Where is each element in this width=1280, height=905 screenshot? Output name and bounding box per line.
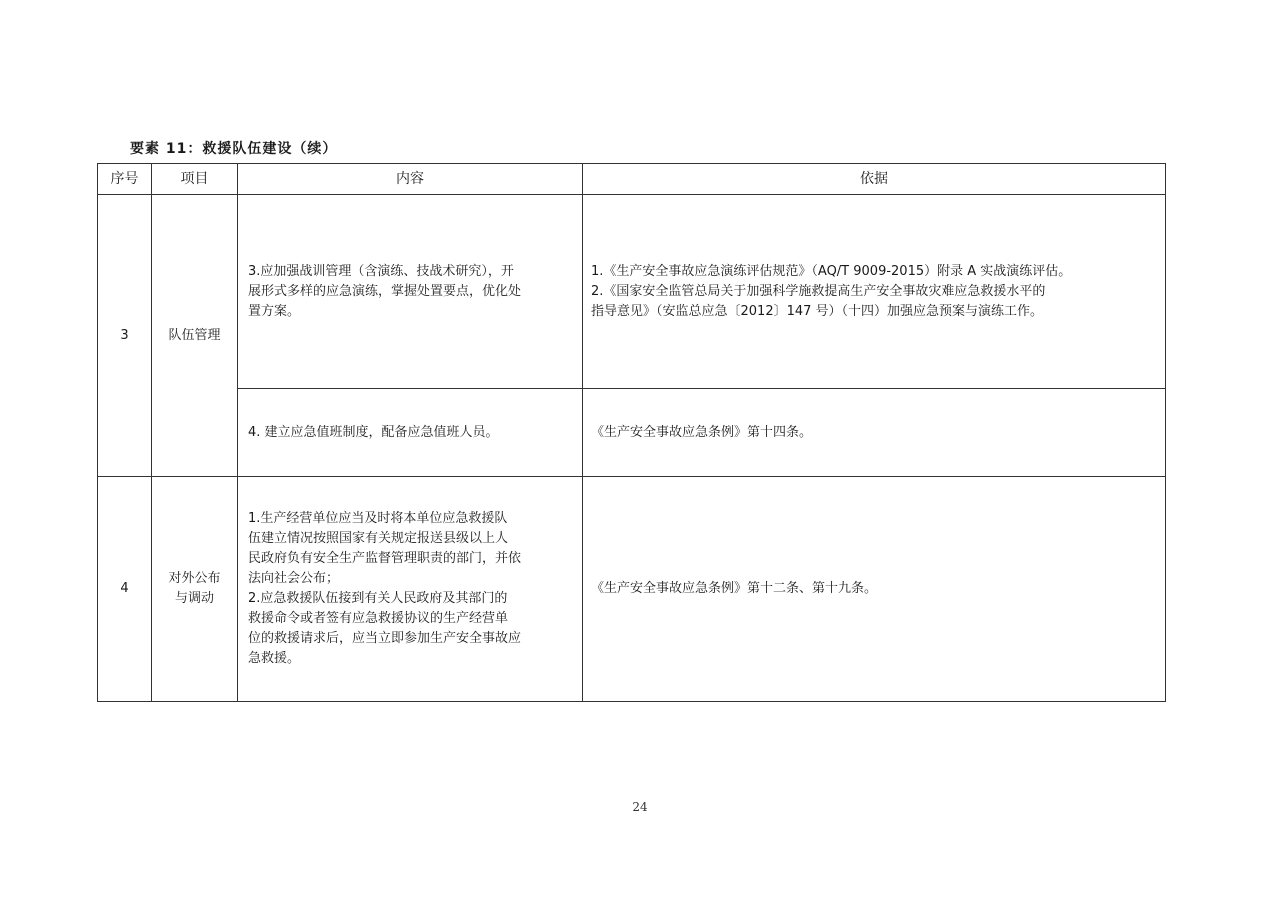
- table-header-row: [98, 164, 1166, 195]
- content-line: 置方案。: [248, 303, 301, 319]
- header-item: 项目: [152, 164, 238, 195]
- row-basis: [583, 389, 1166, 477]
- row-item: [152, 477, 238, 702]
- content-line: 急救援。: [248, 651, 301, 666]
- content-line: 展形式多样的应急演练，掌握处置要点，优化处: [248, 283, 522, 299]
- row-basis: [583, 477, 1166, 702]
- item-line: 对外公布: [168, 571, 221, 586]
- item-line: 与调动: [174, 591, 214, 606]
- header-num: 序号: [98, 164, 152, 195]
- content-line: 民政府负有安全生产监督管理职责的部门，并依: [248, 551, 522, 566]
- header-basis: 依据: [583, 164, 1166, 195]
- content-line: 3.应加强战训管理（含演练、技战术研究），开: [248, 263, 514, 279]
- table-row: [98, 477, 1166, 702]
- row-content: [238, 477, 583, 702]
- content-line: 2.应急救援队伍接到有关人民政府及其部门的: [248, 591, 508, 606]
- row-content: [238, 195, 583, 389]
- table-row: [98, 389, 1166, 477]
- basis-line: 指导意见》（安监总应急〔2012〕147 号）（十四）加强应急预案与演练工作。: [591, 303, 1044, 319]
- content-line: 1.生产经营单位应当及时将本单位应急救援队: [248, 511, 508, 526]
- row-number: 3: [98, 195, 152, 477]
- row-content: [238, 389, 583, 477]
- table-row: [98, 195, 1166, 389]
- page-number: 24: [632, 800, 648, 814]
- basis-line: 1.《生产安全事故应急演练评估规范》（AQ/T 9009-2015）附录 A 实战演练评估。: [591, 263, 1072, 279]
- row-item: 队伍管理: [152, 195, 238, 477]
- row-basis: [583, 195, 1166, 389]
- content-line: 救援命令或者签有应急救援协议的生产经营单: [248, 611, 509, 626]
- content-line: 法向社会公布；: [248, 571, 340, 586]
- basis-line: 2.《国家安全监管总局关于加强科学施救提高生产安全事故灾难应急救援水平的: [591, 283, 1046, 299]
- section-title: 要素 11：救援队伍建设（续）: [130, 141, 338, 157]
- content-line: 位的救援请求后，应当立即参加生产安全事故应: [248, 631, 522, 646]
- header-content: 内容: [238, 164, 583, 195]
- basis-line: 《生产安全事故应急条例》第十二条、第十九条。: [591, 581, 878, 596]
- row-number: 4: [98, 477, 152, 702]
- content-line: 伍建立情况按照国家有关规定报送县级以上人: [248, 531, 509, 546]
- content-line: 4. 建立应急值班制度，配备应急值班人员。: [248, 424, 499, 440]
- basis-line: 《生产安全事故应急条例》第十四条。: [591, 424, 813, 440]
- requirements-table: [97, 163, 1166, 702]
